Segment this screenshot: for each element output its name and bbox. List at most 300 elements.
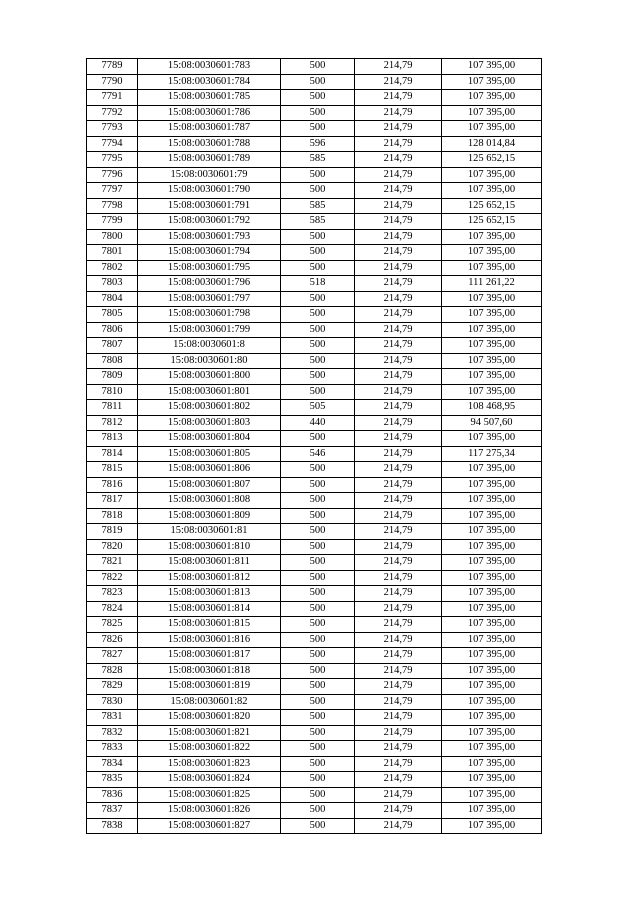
row-number-cell: 7827	[87, 648, 138, 664]
cadastral-number-cell: 15:08:0030601:797	[138, 291, 281, 307]
rate-cell: 214,79	[355, 710, 442, 726]
area-cell: 518	[281, 276, 355, 292]
rate-cell: 214,79	[355, 136, 442, 152]
cadastral-number-cell: 15:08:0030601:813	[138, 586, 281, 602]
table-row	[87, 59, 542, 75]
amount-cell: 107 395,00	[442, 307, 542, 323]
rate-cell: 214,79	[355, 493, 442, 509]
cadastral-number-cell: 15:08:0030601:827	[138, 818, 281, 834]
area-cell: 500	[281, 369, 355, 385]
table-row	[87, 214, 542, 230]
row-number-cell: 7817	[87, 493, 138, 509]
table-row	[87, 136, 542, 152]
row-number-cell: 7820	[87, 539, 138, 555]
cadastral-number-cell: 15:08:0030601:799	[138, 322, 281, 338]
area-cell: 500	[281, 245, 355, 261]
row-number-cell: 7800	[87, 229, 138, 245]
table-row	[87, 818, 542, 834]
cadastral-number-cell: 15:08:0030601:82	[138, 694, 281, 710]
rate-cell: 214,79	[355, 74, 442, 90]
area-cell: 500	[281, 322, 355, 338]
amount-cell: 107 395,00	[442, 803, 542, 819]
rate-cell: 214,79	[355, 198, 442, 214]
cadastral-number-cell: 15:08:0030601:80	[138, 353, 281, 369]
row-number-cell: 7818	[87, 508, 138, 524]
rate-cell: 214,79	[355, 725, 442, 741]
area-cell: 500	[281, 121, 355, 137]
rate-cell: 214,79	[355, 555, 442, 571]
row-number-cell: 7790	[87, 74, 138, 90]
rate-cell: 214,79	[355, 183, 442, 199]
row-number-cell: 7793	[87, 121, 138, 137]
amount-cell: 107 395,00	[442, 694, 542, 710]
row-number-cell: 7803	[87, 276, 138, 292]
cadastral-number-cell: 15:08:0030601:810	[138, 539, 281, 555]
cadastral-number-cell: 15:08:0030601:787	[138, 121, 281, 137]
table-row	[87, 477, 542, 493]
table-row	[87, 446, 542, 462]
amount-cell: 108 468,95	[442, 400, 542, 416]
rate-cell: 214,79	[355, 400, 442, 416]
amount-cell: 107 395,00	[442, 105, 542, 121]
rate-cell: 214,79	[355, 431, 442, 447]
rate-cell: 214,79	[355, 152, 442, 168]
amount-cell: 107 395,00	[442, 167, 542, 183]
cadastral-number-cell: 15:08:0030601:816	[138, 632, 281, 648]
area-cell: 500	[281, 586, 355, 602]
rate-cell: 214,79	[355, 59, 442, 75]
row-number-cell: 7829	[87, 679, 138, 695]
area-cell: 500	[281, 617, 355, 633]
table-row	[87, 167, 542, 183]
rate-cell: 214,79	[355, 741, 442, 757]
area-cell: 500	[281, 90, 355, 106]
rate-cell: 214,79	[355, 121, 442, 137]
amount-cell: 107 395,00	[442, 679, 542, 695]
area-cell: 500	[281, 632, 355, 648]
amount-cell: 107 395,00	[442, 322, 542, 338]
rate-cell: 214,79	[355, 694, 442, 710]
rate-cell: 214,79	[355, 291, 442, 307]
area-cell: 500	[281, 663, 355, 679]
cadastral-number-cell: 15:08:0030601:808	[138, 493, 281, 509]
cadastral-number-cell: 15:08:0030601:805	[138, 446, 281, 462]
rate-cell: 214,79	[355, 307, 442, 323]
area-cell: 596	[281, 136, 355, 152]
table-row	[87, 105, 542, 121]
area-cell: 500	[281, 803, 355, 819]
rate-cell: 214,79	[355, 462, 442, 478]
table-row	[87, 787, 542, 803]
row-number-cell: 7809	[87, 369, 138, 385]
rate-cell: 214,79	[355, 756, 442, 772]
amount-cell: 125 652,15	[442, 198, 542, 214]
cadastral-number-cell: 15:08:0030601:793	[138, 229, 281, 245]
area-cell: 500	[281, 555, 355, 571]
rate-cell: 214,79	[355, 632, 442, 648]
area-cell: 500	[281, 725, 355, 741]
cadastral-number-cell: 15:08:0030601:800	[138, 369, 281, 385]
cadastral-number-cell: 15:08:0030601:784	[138, 74, 281, 90]
row-number-cell: 7835	[87, 772, 138, 788]
area-cell: 500	[281, 710, 355, 726]
area-cell: 500	[281, 167, 355, 183]
rate-cell: 214,79	[355, 322, 442, 338]
area-cell: 500	[281, 353, 355, 369]
amount-cell: 107 395,00	[442, 121, 542, 137]
rate-cell: 214,79	[355, 276, 442, 292]
cadastral-number-cell: 15:08:0030601:804	[138, 431, 281, 447]
amount-cell: 107 395,00	[442, 74, 542, 90]
rate-cell: 214,79	[355, 803, 442, 819]
area-cell: 500	[281, 105, 355, 121]
amount-cell: 128 014,84	[442, 136, 542, 152]
amount-cell: 107 395,00	[442, 617, 542, 633]
row-number-cell: 7804	[87, 291, 138, 307]
rate-cell: 214,79	[355, 601, 442, 617]
area-cell: 500	[281, 229, 355, 245]
amount-cell: 94 507,60	[442, 415, 542, 431]
area-cell: 500	[281, 431, 355, 447]
amount-cell: 125 652,15	[442, 214, 542, 230]
table-row	[87, 586, 542, 602]
area-cell: 440	[281, 415, 355, 431]
cadastral-number-cell: 15:08:0030601:820	[138, 710, 281, 726]
cadastral-number-cell: 15:08:0030601:788	[138, 136, 281, 152]
row-number-cell: 7826	[87, 632, 138, 648]
amount-cell: 107 395,00	[442, 586, 542, 602]
row-number-cell: 7815	[87, 462, 138, 478]
cadastral-number-cell: 15:08:0030601:824	[138, 772, 281, 788]
table-row	[87, 276, 542, 292]
rate-cell: 214,79	[355, 415, 442, 431]
amount-cell: 107 395,00	[442, 741, 542, 757]
cadastral-number-cell: 15:08:0030601:794	[138, 245, 281, 261]
row-number-cell: 7836	[87, 787, 138, 803]
area-cell: 500	[281, 462, 355, 478]
amount-cell: 107 395,00	[442, 353, 542, 369]
amount-cell: 107 395,00	[442, 756, 542, 772]
row-number-cell: 7792	[87, 105, 138, 121]
table-row	[87, 803, 542, 819]
amount-cell: 107 395,00	[442, 369, 542, 385]
rate-cell: 214,79	[355, 648, 442, 664]
table-row	[87, 369, 542, 385]
rate-cell: 214,79	[355, 524, 442, 540]
cadastral-number-cell: 15:08:0030601:803	[138, 415, 281, 431]
amount-cell: 107 395,00	[442, 524, 542, 540]
row-number-cell: 7825	[87, 617, 138, 633]
table-row	[87, 245, 542, 261]
row-number-cell: 7801	[87, 245, 138, 261]
amount-cell: 107 395,00	[442, 90, 542, 106]
area-cell: 500	[281, 679, 355, 695]
amount-cell: 107 395,00	[442, 431, 542, 447]
table-row	[87, 338, 542, 354]
table-row	[87, 198, 542, 214]
row-number-cell: 7797	[87, 183, 138, 199]
table-row	[87, 431, 542, 447]
area-cell: 585	[281, 198, 355, 214]
row-number-cell: 7837	[87, 803, 138, 819]
area-cell: 500	[281, 756, 355, 772]
rate-cell: 214,79	[355, 167, 442, 183]
table-row	[87, 741, 542, 757]
rate-cell: 214,79	[355, 260, 442, 276]
amount-cell: 107 395,00	[442, 772, 542, 788]
area-cell: 500	[281, 694, 355, 710]
table-row	[87, 291, 542, 307]
amount-cell: 107 395,00	[442, 725, 542, 741]
row-number-cell: 7824	[87, 601, 138, 617]
amount-cell: 107 395,00	[442, 818, 542, 834]
amount-cell: 107 395,00	[442, 477, 542, 493]
rate-cell: 214,79	[355, 446, 442, 462]
cadastral-number-cell: 15:08:0030601:807	[138, 477, 281, 493]
row-number-cell: 7830	[87, 694, 138, 710]
row-number-cell: 7805	[87, 307, 138, 323]
table-row	[87, 152, 542, 168]
rate-cell: 214,79	[355, 617, 442, 633]
table-row	[87, 725, 542, 741]
amount-cell: 125 652,15	[442, 152, 542, 168]
table-row	[87, 400, 542, 416]
table-row	[87, 632, 542, 648]
cadastral-number-cell: 15:08:0030601:786	[138, 105, 281, 121]
table-row	[87, 229, 542, 245]
cadastral-number-cell: 15:08:0030601:802	[138, 400, 281, 416]
rate-cell: 214,79	[355, 245, 442, 261]
rate-cell: 214,79	[355, 787, 442, 803]
area-cell: 500	[281, 508, 355, 524]
rate-cell: 214,79	[355, 508, 442, 524]
area-cell: 585	[281, 214, 355, 230]
area-cell: 500	[281, 772, 355, 788]
amount-cell: 107 395,00	[442, 462, 542, 478]
table-row	[87, 74, 542, 90]
amount-cell: 107 395,00	[442, 338, 542, 354]
row-number-cell: 7813	[87, 431, 138, 447]
table-row	[87, 710, 542, 726]
cadastral-number-cell: 15:08:0030601:8	[138, 338, 281, 354]
row-number-cell: 7832	[87, 725, 138, 741]
amount-cell: 111 261,22	[442, 276, 542, 292]
table-row	[87, 524, 542, 540]
rate-cell: 214,79	[355, 90, 442, 106]
amount-cell: 107 395,00	[442, 508, 542, 524]
row-number-cell: 7823	[87, 586, 138, 602]
cadastral-number-cell: 15:08:0030601:819	[138, 679, 281, 695]
table-row	[87, 663, 542, 679]
cadastral-number-cell: 15:08:0030601:796	[138, 276, 281, 292]
amount-cell: 107 395,00	[442, 648, 542, 664]
rate-cell: 214,79	[355, 214, 442, 230]
cadastral-number-cell: 15:08:0030601:79	[138, 167, 281, 183]
cadastral-number-cell: 15:08:0030601:814	[138, 601, 281, 617]
cadastral-number-cell: 15:08:0030601:821	[138, 725, 281, 741]
table-row	[87, 353, 542, 369]
cadastral-number-cell: 15:08:0030601:785	[138, 90, 281, 106]
cadastral-number-cell: 15:08:0030601:818	[138, 663, 281, 679]
row-number-cell: 7821	[87, 555, 138, 571]
area-cell: 585	[281, 152, 355, 168]
table-row	[87, 322, 542, 338]
area-cell: 500	[281, 477, 355, 493]
amount-cell: 107 395,00	[442, 632, 542, 648]
cadastral-number-cell: 15:08:0030601:801	[138, 384, 281, 400]
cadastral-number-cell: 15:08:0030601:791	[138, 198, 281, 214]
cadastral-number-cell: 15:08:0030601:811	[138, 555, 281, 571]
amount-cell: 107 395,00	[442, 291, 542, 307]
area-cell: 505	[281, 400, 355, 416]
row-number-cell: 7795	[87, 152, 138, 168]
row-number-cell: 7834	[87, 756, 138, 772]
rate-cell: 214,79	[355, 384, 442, 400]
row-number-cell: 7789	[87, 59, 138, 75]
row-number-cell: 7799	[87, 214, 138, 230]
area-cell: 500	[281, 74, 355, 90]
area-cell: 500	[281, 787, 355, 803]
rate-cell: 214,79	[355, 570, 442, 586]
rate-cell: 214,79	[355, 772, 442, 788]
area-cell: 500	[281, 338, 355, 354]
table-row	[87, 756, 542, 772]
amount-cell: 107 395,00	[442, 570, 542, 586]
cadastral-number-cell: 15:08:0030601:809	[138, 508, 281, 524]
cadastral-number-cell: 15:08:0030601:783	[138, 59, 281, 75]
table-row	[87, 617, 542, 633]
table-row	[87, 570, 542, 586]
table-row	[87, 508, 542, 524]
cadastral-number-cell: 15:08:0030601:823	[138, 756, 281, 772]
table-row	[87, 462, 542, 478]
rate-cell: 214,79	[355, 369, 442, 385]
area-cell: 500	[281, 524, 355, 540]
table-row	[87, 260, 542, 276]
area-cell: 500	[281, 601, 355, 617]
cadastral-number-cell: 15:08:0030601:825	[138, 787, 281, 803]
area-cell: 500	[281, 384, 355, 400]
table-row	[87, 555, 542, 571]
row-number-cell: 7814	[87, 446, 138, 462]
row-number-cell: 7819	[87, 524, 138, 540]
cadastral-number-cell: 15:08:0030601:792	[138, 214, 281, 230]
table-row	[87, 307, 542, 323]
cadastral-number-cell: 15:08:0030601:826	[138, 803, 281, 819]
row-number-cell: 7811	[87, 400, 138, 416]
amount-cell: 107 395,00	[442, 229, 542, 245]
row-number-cell: 7794	[87, 136, 138, 152]
row-number-cell: 7808	[87, 353, 138, 369]
area-cell: 500	[281, 741, 355, 757]
cadastral-number-cell: 15:08:0030601:815	[138, 617, 281, 633]
rate-cell: 214,79	[355, 477, 442, 493]
rate-cell: 214,79	[355, 353, 442, 369]
area-cell: 500	[281, 291, 355, 307]
rate-cell: 214,79	[355, 586, 442, 602]
row-number-cell: 7822	[87, 570, 138, 586]
area-cell: 500	[281, 818, 355, 834]
cadastral-number-cell: 15:08:0030601:789	[138, 152, 281, 168]
cadastral-number-cell: 15:08:0030601:822	[138, 741, 281, 757]
rate-cell: 214,79	[355, 338, 442, 354]
amount-cell: 107 395,00	[442, 260, 542, 276]
row-number-cell: 7833	[87, 741, 138, 757]
rate-cell: 214,79	[355, 229, 442, 245]
row-number-cell: 7806	[87, 322, 138, 338]
cadastral-number-cell: 15:08:0030601:81	[138, 524, 281, 540]
cadastral-number-cell: 15:08:0030601:790	[138, 183, 281, 199]
table-row	[87, 679, 542, 695]
cadastral-number-cell: 15:08:0030601:812	[138, 570, 281, 586]
table-row	[87, 384, 542, 400]
land-plot-table	[86, 58, 542, 834]
rate-cell: 214,79	[355, 679, 442, 695]
cadastral-number-cell: 15:08:0030601:798	[138, 307, 281, 323]
rate-cell: 214,79	[355, 663, 442, 679]
area-cell: 500	[281, 570, 355, 586]
area-cell: 500	[281, 183, 355, 199]
amount-cell: 107 395,00	[442, 493, 542, 509]
amount-cell: 107 395,00	[442, 555, 542, 571]
amount-cell: 107 395,00	[442, 710, 542, 726]
table-row	[87, 415, 542, 431]
table-row	[87, 772, 542, 788]
area-cell: 500	[281, 493, 355, 509]
row-number-cell: 7831	[87, 710, 138, 726]
cadastral-number-cell: 15:08:0030601:795	[138, 260, 281, 276]
land-plot-table-body	[87, 59, 542, 834]
area-cell: 500	[281, 307, 355, 323]
row-number-cell: 7791	[87, 90, 138, 106]
table-row	[87, 694, 542, 710]
rate-cell: 214,79	[355, 818, 442, 834]
row-number-cell: 7838	[87, 818, 138, 834]
amount-cell: 107 395,00	[442, 183, 542, 199]
row-number-cell: 7802	[87, 260, 138, 276]
row-number-cell: 7810	[87, 384, 138, 400]
area-cell: 500	[281, 59, 355, 75]
amount-cell: 117 275,34	[442, 446, 542, 462]
amount-cell: 107 395,00	[442, 245, 542, 261]
row-number-cell: 7816	[87, 477, 138, 493]
table-row	[87, 601, 542, 617]
row-number-cell: 7796	[87, 167, 138, 183]
cadastral-number-cell: 15:08:0030601:817	[138, 648, 281, 664]
table-row	[87, 539, 542, 555]
area-cell: 500	[281, 648, 355, 664]
row-number-cell: 7812	[87, 415, 138, 431]
area-cell: 546	[281, 446, 355, 462]
rate-cell: 214,79	[355, 539, 442, 555]
table-row	[87, 493, 542, 509]
row-number-cell: 7807	[87, 338, 138, 354]
table-row	[87, 183, 542, 199]
amount-cell: 107 395,00	[442, 539, 542, 555]
table-row	[87, 121, 542, 137]
cadastral-number-cell: 15:08:0030601:806	[138, 462, 281, 478]
amount-cell: 107 395,00	[442, 787, 542, 803]
amount-cell: 107 395,00	[442, 59, 542, 75]
table-row	[87, 90, 542, 106]
row-number-cell: 7798	[87, 198, 138, 214]
row-number-cell: 7828	[87, 663, 138, 679]
area-cell: 500	[281, 260, 355, 276]
amount-cell: 107 395,00	[442, 601, 542, 617]
area-cell: 500	[281, 539, 355, 555]
amount-cell: 107 395,00	[442, 663, 542, 679]
table-row	[87, 648, 542, 664]
